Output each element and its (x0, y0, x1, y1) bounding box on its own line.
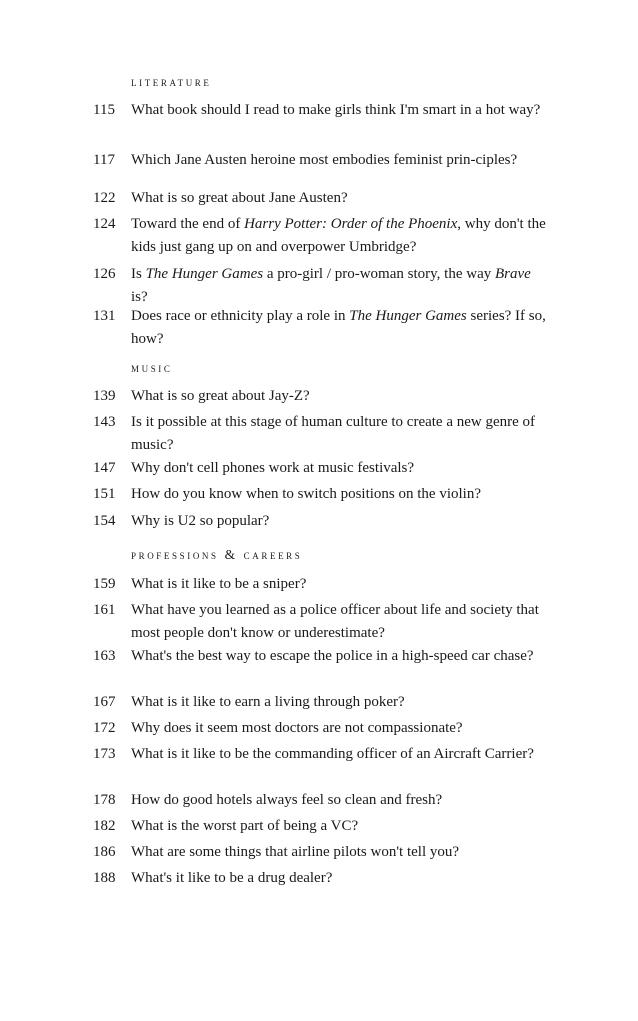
text-run: is? (131, 289, 148, 305)
text-run: What is so great about Jay-Z? (131, 388, 310, 404)
question-text (131, 263, 551, 309)
question-text (131, 510, 551, 533)
page-number: 124 (93, 216, 116, 232)
page-number: 161 (93, 602, 116, 618)
text-run: How do good hotels always feel so clean and fresh? (131, 792, 443, 808)
question-text (131, 411, 551, 457)
section-heading: music (131, 360, 173, 375)
text-run: Why does it seem most doctors are not compassionate? (131, 720, 463, 736)
text-run: What is it like to be the commanding officer of an Aircraft Carrier? (131, 746, 534, 762)
italic-title: Harry Potter: Order of the Phoenix (244, 216, 458, 232)
question-text (131, 213, 551, 259)
page-number: 139 (93, 388, 116, 404)
page-number: 147 (93, 460, 116, 476)
text-run: Is it possible at this stage of human culture to create a new genre of music? (131, 414, 536, 453)
italic-title: The Hunger Games (349, 308, 467, 324)
question-text (131, 717, 551, 740)
page-number: 173 (93, 746, 116, 762)
text-run: Toward the end of (131, 216, 245, 232)
text-run: What is it like to earn a living through poker? (131, 694, 405, 710)
text-run: Which Jane Austen heroine most embodies feminist prin-ciples? (131, 152, 518, 168)
question-text (131, 599, 551, 645)
page-number: 186 (93, 844, 116, 860)
question-text (131, 841, 551, 864)
question-text (131, 743, 551, 766)
page-number: 188 (93, 870, 116, 886)
page-number: 172 (93, 720, 116, 736)
section-heading: literature (131, 74, 212, 89)
text-run: Is (131, 266, 146, 282)
text-run: What's the best way to escape the police in a high-speed car chase? (131, 648, 534, 664)
page-number: 182 (93, 818, 116, 834)
italic-title: The Hunger Games (145, 266, 264, 282)
page-number: 151 (93, 486, 116, 502)
page-number: 154 (93, 513, 116, 529)
text-run: , why don't the kids just gang up on and overpower Umbridge? (131, 216, 546, 255)
question-text (131, 815, 551, 838)
text-run: How do you know when to switch positions on the violin? (131, 486, 481, 502)
page-number: 115 (93, 102, 115, 118)
text-run: Why is U2 so popular? (131, 513, 270, 529)
page-number: 159 (93, 576, 116, 592)
text-run: What are some things that airline pilots won't tell you? (131, 844, 460, 860)
page-number: 131 (93, 308, 116, 324)
question-text (131, 483, 551, 506)
page-number: 122 (93, 190, 116, 206)
question-text (131, 149, 551, 172)
text-run: series? If so, how? (131, 308, 546, 347)
question-text (131, 99, 551, 122)
text-run: What is so great about Jane Austen? (131, 190, 348, 206)
question-text (131, 789, 551, 812)
question-text (131, 573, 551, 596)
text-run: What have you learned as a police officer about life and society that most people don't know or underestimate? (131, 602, 539, 641)
text-run: Does race or ethnicity play a role in (131, 308, 350, 324)
section-heading: professions & careers (131, 547, 303, 562)
question-text (131, 867, 551, 890)
text-run: Why don't cell phones work at music festivals? (131, 460, 415, 476)
text-run: What book should I read to make girls think I'm smart in a hot way? (131, 102, 541, 118)
question-text (131, 457, 551, 480)
page-number: 163 (93, 648, 116, 664)
question-text (131, 187, 551, 210)
question-text (131, 645, 551, 668)
text-run: What is the worst part of being a VC? (131, 818, 359, 834)
page-number: 167 (93, 694, 116, 710)
page-number: 117 (93, 152, 115, 168)
page-number: 126 (93, 266, 116, 282)
question-text (131, 305, 551, 351)
text-run: a pro-girl / pro-woman story, the way (263, 266, 495, 282)
page-number: 178 (93, 792, 116, 808)
text-run: What's it like to be a drug dealer? (131, 870, 333, 886)
page-number: 143 (93, 414, 116, 430)
text-run: What is it like to be a sniper? (131, 576, 307, 592)
italic-title: Brave (494, 266, 531, 282)
question-text (131, 691, 551, 714)
question-text (131, 385, 551, 408)
